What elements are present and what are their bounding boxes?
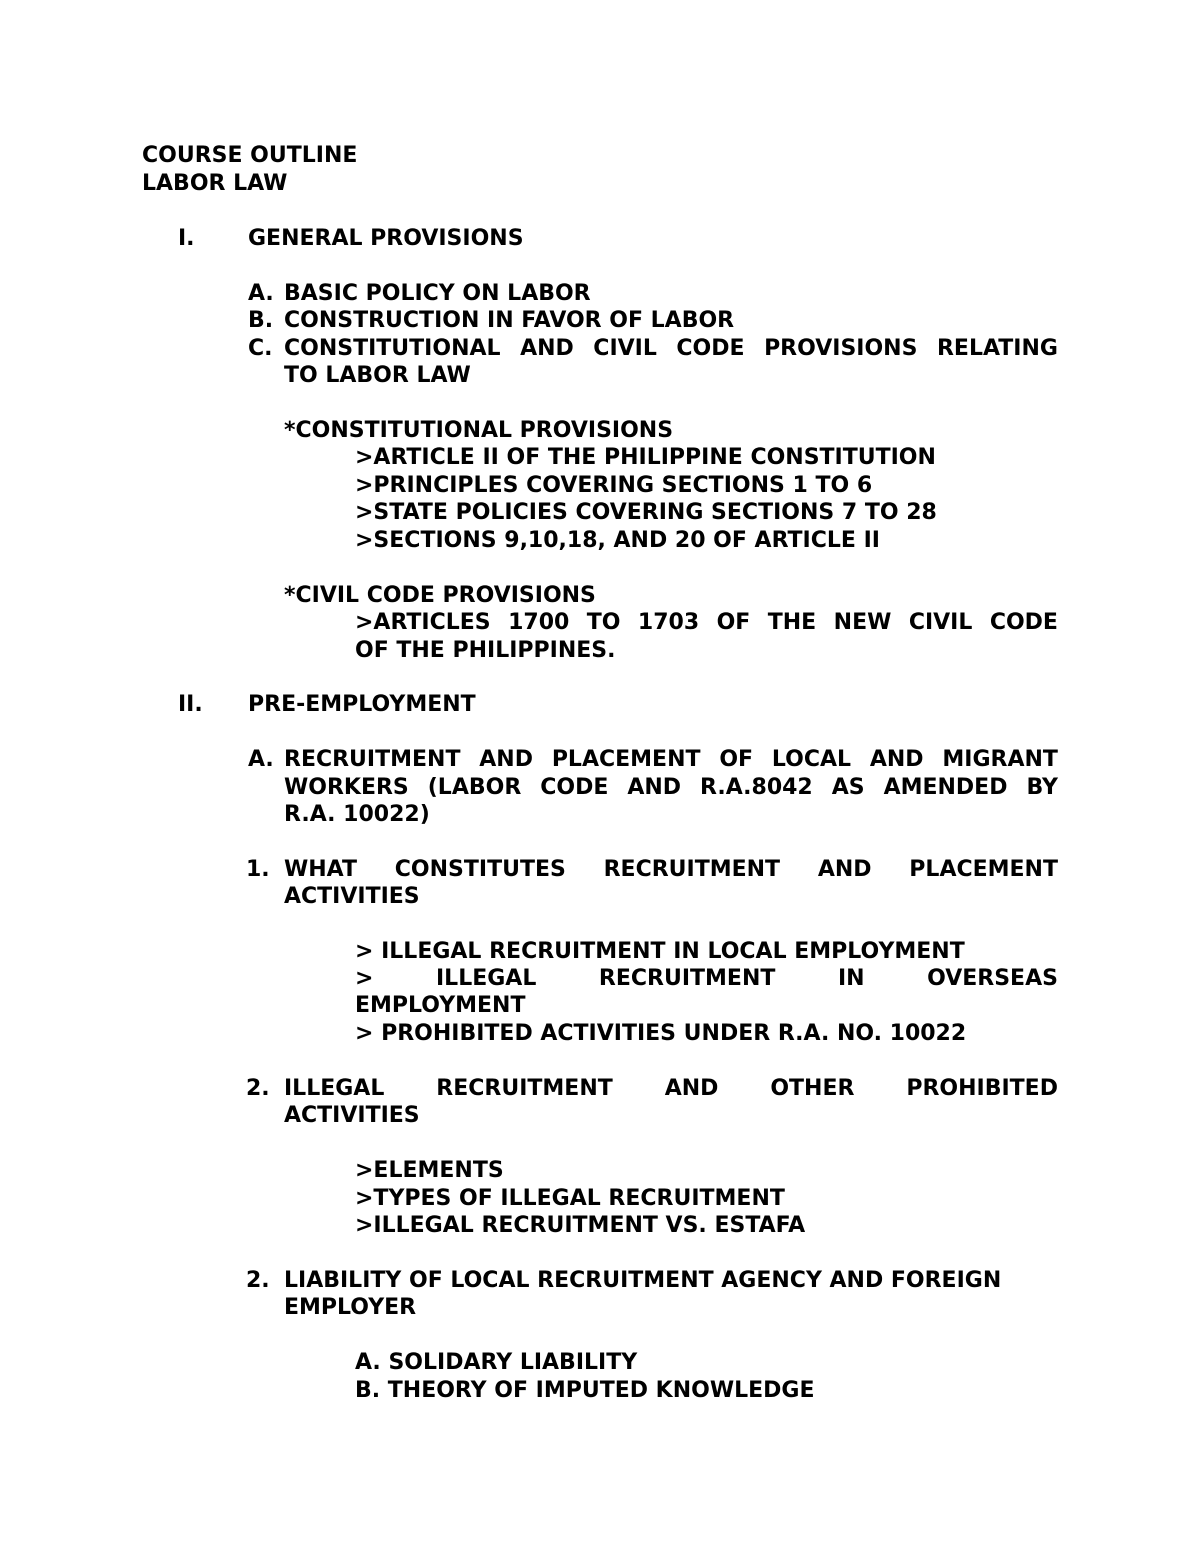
section-numeral-2: II. <box>178 692 203 717</box>
bullet-point: >TYPES OF ILLEGAL RECRUITMENT <box>355 1186 785 1211</box>
word: CIVIL <box>908 610 973 635</box>
item-marker: 1. <box>246 857 270 882</box>
subheading-civil-code: *CIVIL CODE PROVISIONS <box>284 583 596 608</box>
word: MIGRANT <box>942 747 1058 772</box>
word: CODE <box>540 775 609 800</box>
item-marker: B. <box>248 308 274 333</box>
section-heading-2: PRE-EMPLOYMENT <box>248 692 476 717</box>
word: CODE <box>676 336 745 361</box>
word: RECRUITMENT <box>598 966 776 991</box>
item-text-justified <box>284 335 1058 363</box>
word: 1703 <box>637 610 700 635</box>
bullet-point: > ILLEGAL RECRUITMENT IN LOCAL EMPLOYMENT <box>355 939 965 964</box>
bullet-point: > PROHIBITED ACTIVITIES UNDER R.A. NO. 10022 <box>355 1021 967 1046</box>
word: R.A.8042 <box>700 775 813 800</box>
item-text: BASIC POLICY ON LABOR <box>284 281 591 306</box>
word: 1700 <box>508 610 570 635</box>
word: THE <box>767 610 817 635</box>
word: AND <box>520 336 574 361</box>
item-text-justified <box>284 856 1058 884</box>
word: CONSTITUTIONAL <box>284 336 501 361</box>
bullet-point-justified <box>355 965 1058 993</box>
bullet-point-continued: OF THE PHILIPPINES. <box>355 638 616 663</box>
bullet-point-continued: EMPLOYMENT <box>355 993 526 1018</box>
word: AS <box>831 775 865 800</box>
word: CIVIL <box>593 336 657 361</box>
word: NEW <box>833 610 892 635</box>
word: PLACEMENT <box>551 747 701 772</box>
word: AND <box>627 775 682 800</box>
word: (LABOR <box>427 775 522 800</box>
word: CONSTITUTES <box>394 857 566 882</box>
word: RECRUITMENT <box>603 857 781 882</box>
item-marker: C. <box>248 336 273 361</box>
item-text-continued: ACTIVITIES <box>284 884 420 909</box>
word: RECRUITMENT <box>284 747 461 772</box>
word: PROHIBITED <box>906 1076 1058 1101</box>
word: CODE <box>989 610 1058 635</box>
word: >ARTICLES <box>355 610 491 635</box>
section-heading-1: GENERAL PROVISIONS <box>248 226 524 251</box>
word: AND <box>817 857 872 882</box>
item-text-justified <box>284 1075 1058 1103</box>
word: TO <box>586 610 621 635</box>
subheading-constitutional: *CONSTITUTIONAL PROVISIONS <box>284 418 674 443</box>
word: WHAT <box>284 857 358 882</box>
word: AND <box>479 747 533 772</box>
bullet-point: >PRINCIPLES COVERING SECTIONS 1 TO 6 <box>355 473 873 498</box>
item-marker: 2. <box>246 1076 270 1101</box>
sub-item: A. SOLIDARY LIABILITY <box>355 1350 638 1375</box>
word: AND <box>664 1076 719 1101</box>
bullet-point: >ILLEGAL RECRUITMENT VS. ESTAFA <box>355 1213 806 1238</box>
word: LOCAL <box>771 747 852 772</box>
document-subject: LABOR LAW <box>142 171 288 196</box>
word: IN <box>837 966 865 991</box>
word: PROVISIONS <box>764 336 918 361</box>
word: OF <box>719 747 754 772</box>
word: PLACEMENT <box>909 857 1058 882</box>
bullet-point: >SECTIONS 9,10,18, AND 20 OF ARTICLE II <box>355 528 880 553</box>
bullet-point-justified <box>355 609 1058 637</box>
word: > <box>355 966 374 991</box>
item-text-continued: EMPLOYER <box>284 1295 417 1320</box>
item-text-justified <box>284 774 1058 802</box>
item-marker: A. <box>248 281 274 306</box>
item-text-continued: R.A. 10022) <box>284 802 430 827</box>
word: WORKERS <box>284 775 409 800</box>
word: RELATING <box>936 336 1058 361</box>
document-title: COURSE OUTLINE <box>142 143 358 168</box>
item-marker: 2. <box>246 1268 270 1293</box>
section-numeral-1: I. <box>178 226 195 251</box>
word: ILLEGAL <box>436 966 537 991</box>
item-text: CONSTRUCTION IN FAVOR OF LABOR <box>284 308 735 333</box>
item-marker: A. <box>248 747 274 772</box>
word: OVERSEAS <box>927 966 1058 991</box>
item-text-continued: TO LABOR LAW <box>284 363 471 388</box>
item-text-justified <box>284 746 1058 774</box>
bullet-point: >ELEMENTS <box>355 1158 504 1183</box>
item-text: LIABILITY OF LOCAL RECRUITMENT AGENCY AND FOREIGN <box>284 1268 1002 1293</box>
word: AMENDED <box>883 775 1008 800</box>
word: BY <box>1026 775 1058 800</box>
word: OTHER <box>770 1076 855 1101</box>
item-text-continued: ACTIVITIES <box>284 1103 420 1128</box>
word: OF <box>716 610 751 635</box>
bullet-point: >ARTICLE II OF THE PHILIPPINE CONSTITUTION <box>355 445 936 470</box>
bullet-point: >STATE POLICIES COVERING SECTIONS 7 TO 28 <box>355 500 937 525</box>
word: ILLEGAL <box>284 1076 385 1101</box>
sub-item: B. THEORY OF IMPUTED KNOWLEDGE <box>355 1378 815 1403</box>
word: RECRUITMENT <box>436 1076 613 1101</box>
word: AND <box>869 747 924 772</box>
